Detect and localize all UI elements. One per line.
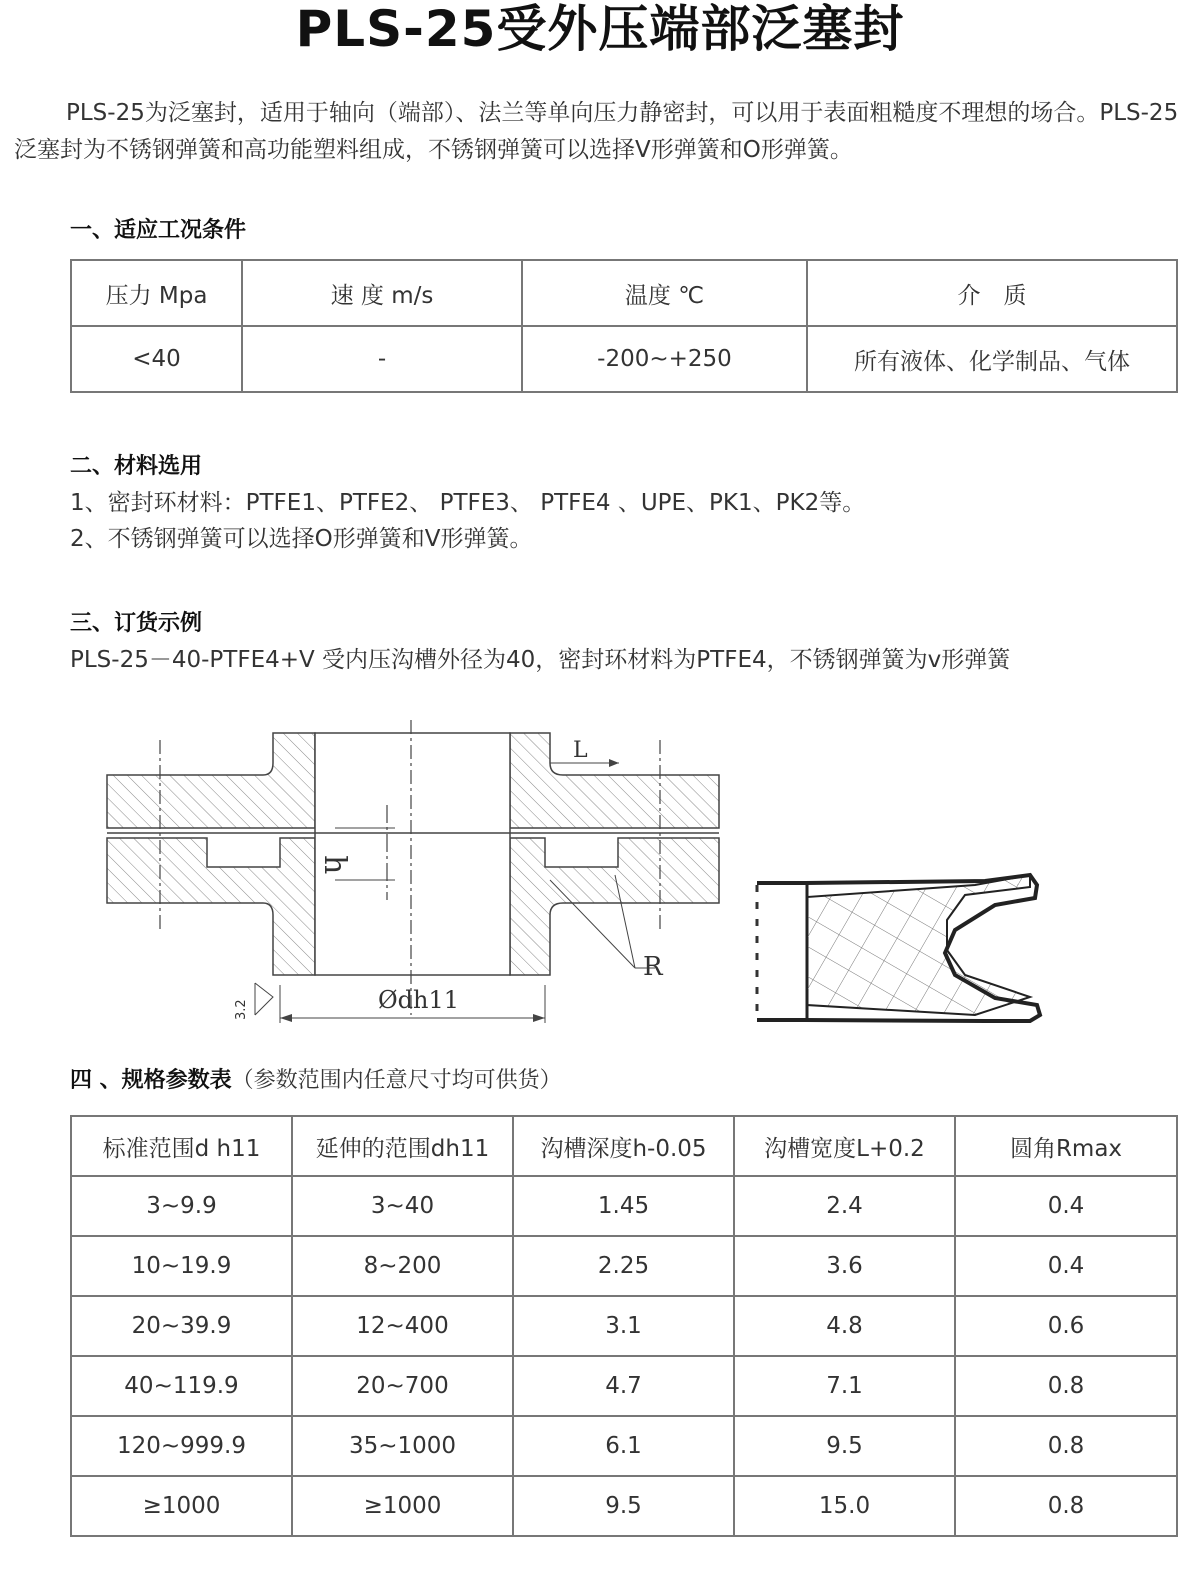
- label-diameter: Ødh11: [378, 986, 460, 1014]
- table-row: [71, 1296, 1177, 1356]
- table-cell: ≥1000: [71, 1476, 292, 1536]
- page-title: PLS-25受外压端部泛塞封: [295, 0, 905, 58]
- table-cell: 3.1: [513, 1296, 734, 1356]
- label-roughness: 3.2: [234, 999, 249, 1020]
- table-cell: 40~119.9: [71, 1356, 292, 1416]
- flange-cross-section: [107, 720, 719, 1023]
- section1-heading: 一、适应工况条件: [70, 218, 247, 243]
- material-line-1: 1、密封环材料：PTFE1、PTFE2、 PTFE3、 PTFE4 、UPE、PK1、PK2等。: [70, 490, 866, 516]
- table-cell: 9.5: [734, 1416, 955, 1476]
- table-cell: 20~700: [292, 1356, 513, 1416]
- table-row: [71, 1416, 1177, 1476]
- spec-header-row: [71, 1116, 1177, 1176]
- table-cell: 15.0: [734, 1476, 955, 1536]
- header-medium: 介 质: [807, 260, 1177, 326]
- section2-heading: 二、材料选用: [70, 454, 203, 479]
- table-cell: 35~1000: [292, 1416, 513, 1476]
- table-cell: ≥1000: [292, 1476, 513, 1536]
- label-L: L: [573, 738, 588, 763]
- value-speed: -: [242, 326, 522, 392]
- table-row: [71, 1476, 1177, 1536]
- table-cell: 4.7: [513, 1356, 734, 1416]
- intro-text: PLS-25为泛塞封，适用于轴向（端部）、法兰等单向压力静密封，可以用于表面粗糙度不理想的场合。PLS-25泛塞封为不锈钢弹簧和高功能塑料组成，不锈钢弹簧可以选择V形弹簧和O形弹簧。: [14, 100, 1179, 163]
- table-cell: 10~19.9: [71, 1236, 292, 1296]
- label-h: h: [317, 855, 352, 875]
- spec-header-cell: 圆角Rmax: [955, 1116, 1177, 1176]
- order-example-line: PLS-25－40-PTFE4+V 受内压沟槽外径为40，密封环材料为PTFE4，不锈钢弹簧为v形弹簧: [70, 647, 1011, 673]
- table-cell: 8~200: [292, 1236, 513, 1296]
- conditions-data-row: [71, 326, 1177, 392]
- table-cell: 4.8: [734, 1296, 955, 1356]
- conditions-header-row: [71, 260, 1177, 326]
- spec-table: [70, 1115, 1178, 1537]
- table-cell: 0.4: [955, 1176, 1177, 1236]
- table-cell: 9.5: [513, 1476, 734, 1536]
- conditions-table: [70, 259, 1178, 393]
- value-medium: 所有液体、化学制品、气体: [807, 326, 1177, 392]
- table-cell: 1.45: [513, 1176, 734, 1236]
- seal-groove-drawing: [95, 715, 1075, 1045]
- table-cell: 3~40: [292, 1176, 513, 1236]
- table-row: [71, 1236, 1177, 1296]
- table-cell: 3~9.9: [71, 1176, 292, 1236]
- label-R: R: [643, 952, 663, 982]
- table-cell: 2.4: [734, 1176, 955, 1236]
- table-cell: 3.6: [734, 1236, 955, 1296]
- section4-title: 四 、规格参数表: [70, 1068, 232, 1093]
- table-row: [71, 1356, 1177, 1416]
- table-cell: 0.8: [955, 1356, 1177, 1416]
- spec-header-cell: 标准范围d h11: [71, 1116, 292, 1176]
- value-pressure: <40: [71, 326, 242, 392]
- table-cell: 120~999.9: [71, 1416, 292, 1476]
- spec-header-cell: 沟槽深度h-0.05: [513, 1116, 734, 1176]
- table-cell: 6.1: [513, 1416, 734, 1476]
- value-temperature: -200~+250: [522, 326, 807, 392]
- table-cell: 0.6: [955, 1296, 1177, 1356]
- section3-heading: 三、订货示例: [70, 611, 203, 636]
- section4-note: （参数范围内任意尺寸均可供货）: [231, 1068, 562, 1093]
- table-cell: 20~39.9: [71, 1296, 292, 1356]
- table-cell: 0.8: [955, 1416, 1177, 1476]
- table-row: [71, 1176, 1177, 1236]
- table-cell: 0.8: [955, 1476, 1177, 1536]
- header-pressure: 压力 Mpa: [71, 260, 242, 326]
- header-speed: 速 度 m/s: [242, 260, 522, 326]
- material-line-2: 2、不锈钢弹簧可以选择O形弹簧和V形弹簧。: [70, 526, 533, 552]
- table-cell: 2.25: [513, 1236, 734, 1296]
- table-cell: 7.1: [734, 1356, 955, 1416]
- seal-profile: [757, 875, 1040, 1021]
- spec-header-cell: 延伸的范围dh11: [292, 1116, 513, 1176]
- header-temperature: 温度 ℃: [522, 260, 807, 326]
- spec-header-cell: 沟槽宽度L+0.2: [734, 1116, 955, 1176]
- intro-paragraph: [14, 95, 1179, 169]
- table-cell: 12~400: [292, 1296, 513, 1356]
- section4-heading: [70, 1066, 562, 1096]
- table-cell: 0.4: [955, 1236, 1177, 1296]
